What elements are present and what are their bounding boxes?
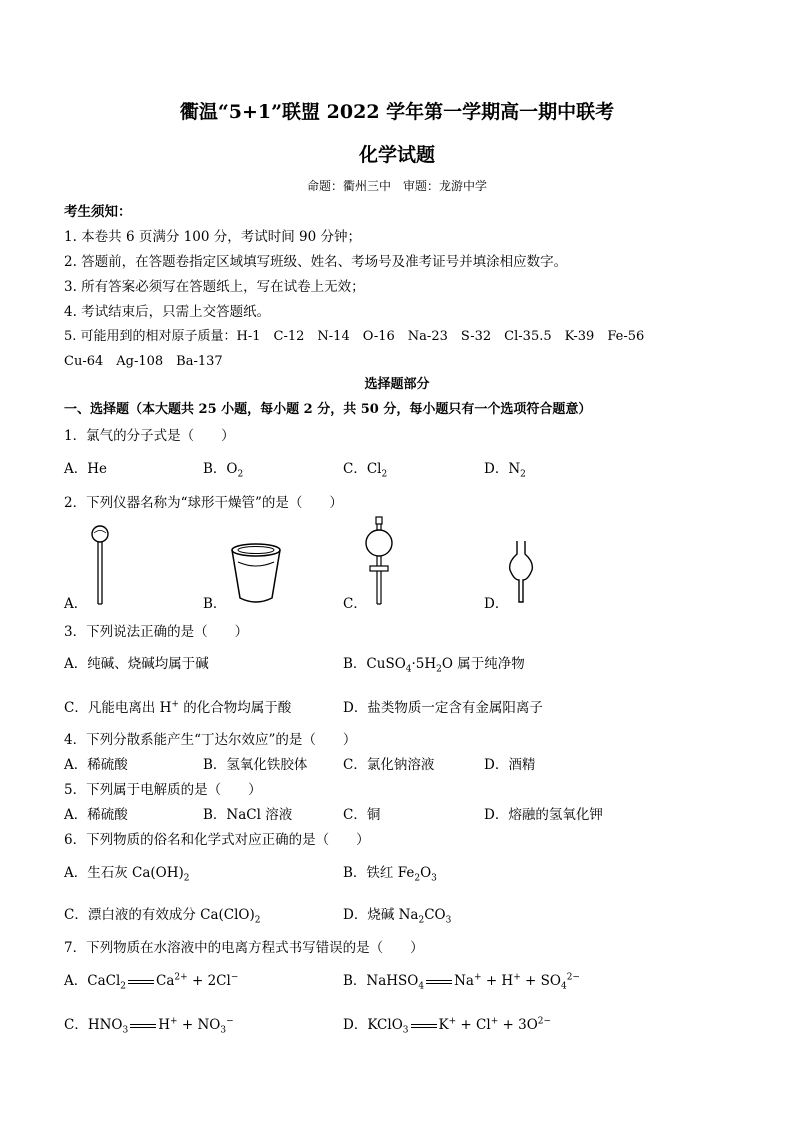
option-c: C．氯化钠溶液: [343, 757, 435, 773]
equals-sign: [130, 1024, 156, 1028]
question-stem: 2．下列仪器名称为“球形干燥管”的是（ ）: [64, 495, 343, 511]
option-b: B．NaHSO$_4$ $Na^+ + H^+ + SO_4^{2-}$: [343, 972, 580, 992]
equals-sign: [426, 980, 452, 984]
option-c: C．铜: [343, 807, 381, 823]
section-part: 选择题部分: [364, 377, 430, 392]
option-d: D．盐类物质一定含有金属阳离子: [343, 700, 543, 716]
question-stem: 5．下列属于电解质的是（ ）: [64, 782, 262, 798]
equals-sign: [128, 980, 154, 984]
option-c: C．$Cl_2$: [343, 461, 388, 480]
option-a: A．: [64, 596, 88, 612]
option-c: C．凡能电离出 H+ 的化合物均属于酸: [64, 699, 292, 716]
option-d: D．KClO$_3$ $K^+ + Cl^+ + 3O^{2-}$: [343, 1016, 552, 1036]
option-a: A．生石灰 $Ca(OH)_2$: [64, 865, 190, 884]
option-a: A．纯碱、烧碱均属于碱: [64, 656, 209, 672]
option-a: A．He: [64, 461, 108, 477]
option-d: D．酒精: [484, 757, 536, 773]
notice-heading: 考生须知：: [64, 204, 132, 220]
equals-sign: [411, 1024, 437, 1028]
option-b: B．铁红 $Fe_2O_3$: [343, 865, 437, 884]
section-heading: 一、选择题（本大题共 25 小题，每小题 2 分，共 50 分，每小题只有一个选项符合题意）: [64, 402, 592, 417]
crucible-icon: [228, 542, 284, 606]
notice-item: Cu-64 Ag-108 Ba-137: [64, 354, 223, 369]
drying-tube-round-icon: [88, 524, 112, 608]
option-c: C．: [343, 596, 367, 612]
question-stem: 4．下列分散系能产生“丁达尔效应”的是（ ）: [64, 732, 357, 748]
question-stem: 7．下列物质在水溶液中的电离方程式书写错误的是（ ）: [64, 940, 424, 956]
drying-tube-bulb-icon: [506, 540, 536, 606]
option-c: C．$HNO_3$ $H^+ + NO_3^-$: [64, 1016, 234, 1036]
question-stem: 1．氯气的分子式是（ ）: [64, 428, 235, 444]
option-c: C．漂白液的有效成分 $Ca(ClO)_2$: [64, 907, 261, 926]
notice-item: 2. 答题前，在答题卷指定区域填写班级、姓名、考场号及准考证号并填涂相应数字。: [64, 254, 568, 270]
option-b: B．: [203, 596, 227, 612]
notice-item: 4. 考试结束后，只需上交答题纸。: [64, 304, 271, 320]
notice-item: 1. 本卷共 6 页满分 100 分，考试时间 90 分钟；: [64, 229, 361, 245]
exam-subtitle: 化学试题: [358, 144, 435, 166]
notice-item: 5. 可能用到的相对原子质量：H-1 C-12 N-14 O-16 Na-23 S-32 Cl-35.5 K-39 Fe-56: [64, 329, 645, 344]
option-d: D．: [484, 596, 509, 612]
option-b: B．$O_2$: [203, 461, 244, 480]
exam-meta: 命题：衢州三中 审题：龙游中学: [306, 179, 487, 193]
option-b: B．$CuSO_4\cdot 5H_2O$ 属于纯净物: [343, 656, 525, 675]
question-stem: 3．下列说法正确的是（ ）: [64, 624, 249, 640]
question-stem: 6．下列物质的俗名和化学式对应正确的是（ ）: [64, 832, 370, 848]
option-d: D．熔融的氢氧化钾: [484, 807, 603, 823]
separatory-funnel-icon: [364, 516, 394, 608]
option-d: D．烧碱 $Na_2CO_3$: [343, 907, 452, 926]
option-b: B．NaCl 溶液: [203, 807, 293, 823]
option-a: A．稀硫酸: [64, 757, 128, 773]
exam-title: 衢温“5+1”联盟 2022 学年第一学期高一期中联考: [179, 101, 615, 123]
option-b: B．氢氧化铁胶体: [203, 757, 308, 773]
option-d: D．$N_2$: [484, 461, 526, 480]
option-a: A．稀硫酸: [64, 807, 128, 823]
option-a: A．CaCl$_2$ $Ca^{2+} + 2Cl^-$: [64, 972, 239, 992]
notice-item: 3. 所有答案必须写在答题纸上，写在试卷上无效；: [64, 279, 365, 295]
